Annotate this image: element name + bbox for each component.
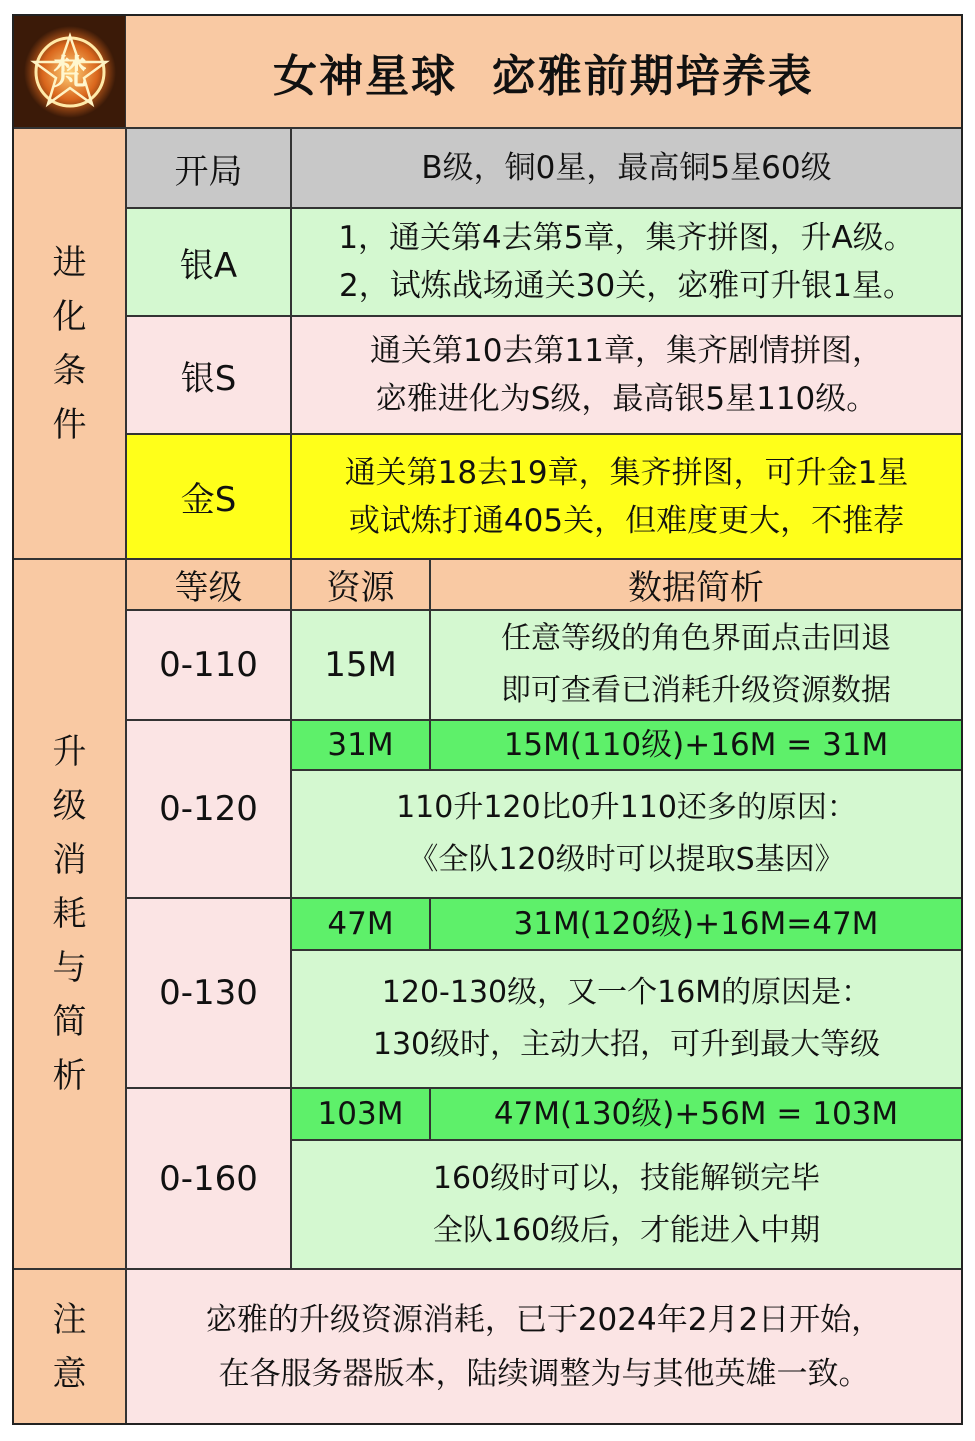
silver-a-desc: 1，通关第4去第5章，集齐拼图，升A级。 2，试炼战场通关30关，宓雅可升银1星。 — [291, 208, 961, 316]
calc-0-130: 31M(120级)+16M=47M — [430, 898, 961, 950]
gold-s-desc: 通关第18去19章，集齐拼图，可升金1星 或试炼打通405关，但难度更大，不推荐 — [291, 434, 961, 559]
level-0-160: 0-160 — [126, 1088, 291, 1269]
calc-0-120: 15M(110级)+16M = 31M — [430, 720, 961, 770]
notice-text: 宓雅的升级资源消耗，已于2024年2月2日开始， 在各服务器版本，陆续调整为与其他英雄一致。 — [126, 1269, 961, 1423]
resource-31m: 31M — [291, 720, 430, 770]
analysis-0-110: 任意等级的角色界面点击回退 即可查看已消耗升级资源数据 — [430, 610, 961, 720]
silver-s-desc: 通关第10去第11章，集齐剧情拼图， 宓雅进化为S级，最高银5星110级。 — [291, 316, 961, 434]
level-0-120: 0-120 — [126, 720, 291, 898]
silver-s-label: 银S — [126, 316, 291, 434]
header-level: 等级 — [126, 559, 291, 610]
calc-0-160: 47M(130级)+56M = 103M — [430, 1088, 961, 1140]
level-0-110: 0-110 — [126, 610, 291, 720]
upgrade-section-label: 升级消耗与简析 — [14, 559, 126, 1269]
cultivation-table — [12, 14, 963, 1425]
analysis-0-120: 110升120比0升110还多的原因： 《全队120级时可以提取S基因》 — [291, 770, 961, 898]
level-0-130: 0-130 — [126, 898, 291, 1088]
star-logo-icon — [20, 22, 120, 122]
silver-a-label: 银A — [126, 208, 291, 316]
logo-badge — [14, 16, 126, 128]
resource-103m: 103M — [291, 1088, 430, 1140]
notice-section-label: 注意 — [14, 1269, 126, 1423]
header-analysis: 数据简析 — [430, 559, 961, 610]
start-desc: B级，铜0星，最高铜5星60级 — [291, 128, 961, 208]
page-title: 女神星球 宓雅前期培养表 — [126, 16, 961, 128]
svg-text:梵: 梵 — [52, 52, 87, 93]
evolution-section-label: 进化条件 — [14, 128, 126, 559]
start-label: 开局 — [126, 128, 291, 208]
header-resource: 资源 — [291, 559, 430, 610]
analysis-0-130: 120-130级，又一个16M的原因是： 130级时，主动大招，可升到最大等级 — [291, 950, 961, 1088]
resource-47m: 47M — [291, 898, 430, 950]
gold-s-label: 金S — [126, 434, 291, 559]
analysis-0-160: 160级时可以，技能解锁完毕 全队160级后，才能进入中期 — [291, 1140, 961, 1269]
resource-15m: 15M — [291, 610, 430, 720]
